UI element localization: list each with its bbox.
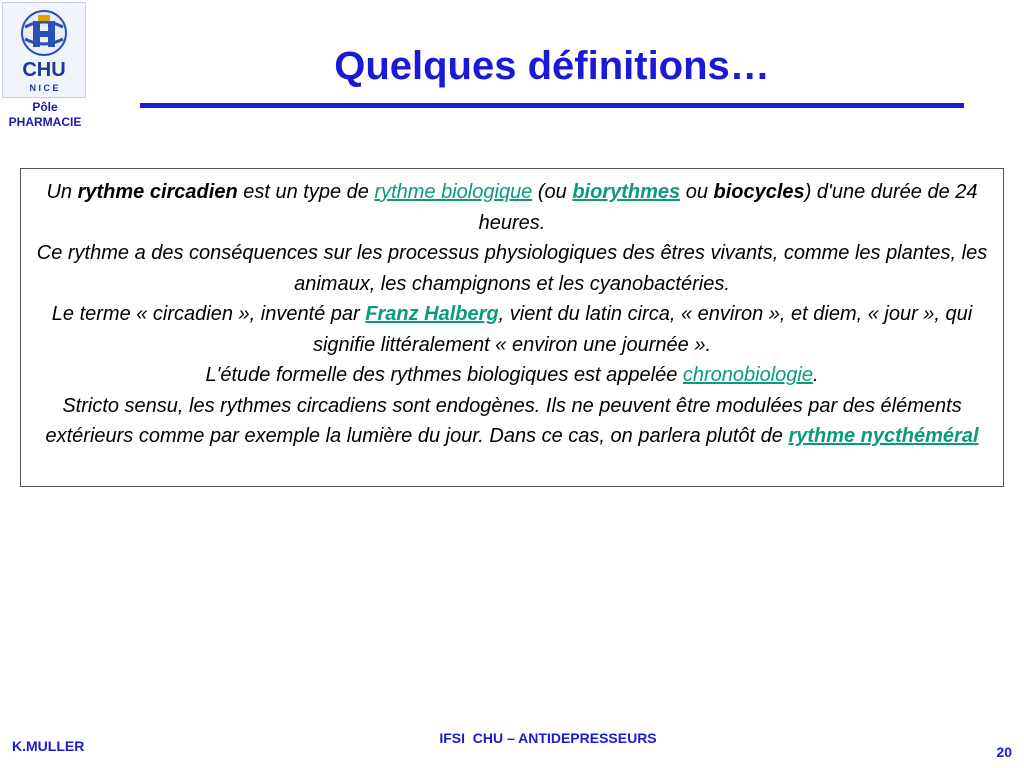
definition-paragraph-5 [27,391,997,452]
link-rythme-nycthemeral[interactable]: rythme nycthéméral [788,425,979,447]
link-franz-halberg[interactable]: Franz Halberg [365,303,499,325]
def-text: (ou [532,181,573,203]
title-underline [140,103,964,108]
chu-nice-logo-icon [3,3,85,97]
def-text: ) d'une durée de 24 heures. [478,181,978,234]
definition-paragraph-2: Ce rythme a des conséquences sur les processus physiologiques des êtres vivants, comme les plantes, les animaux, les champignons et les cyanobactéries. [36,242,988,295]
logo-caption-line1: Pôle [32,100,58,114]
link-biorythmes[interactable]: biorythmes [572,181,681,203]
def-text: ou [680,181,714,203]
def-text: . [813,364,819,386]
def-text: Le terme « circadien », inventé par [51,303,366,325]
logo-brand-bottom: N I C E [29,83,59,93]
link-rythme-biologique[interactable]: rythme biologique [374,181,533,203]
definition-paragraph-3 [27,299,997,360]
link-chronobiologie[interactable]: chronobiologie [682,364,813,386]
def-text: est un type de [237,181,375,203]
def-text: Stricto sensu, les rythmes circadiens sont endogènes. Ils ne peuvent être modulées par des éléments extérieurs comme par exemple la lumière du jour. Dans ce cas, on parlera plutôt de [45,394,962,447]
def-text: L'étude formelle des rythmes biologiques est appelée [205,364,683,386]
slide-title: Quelques définitions… [334,44,770,88]
definition-paragraph-4 [27,360,997,391]
term-biocycles: biocycles [713,181,805,203]
def-text: , vient du latin circa, « environ », et diem, « jour », qui signifie littéralement « environ une journée ». [312,303,973,356]
footer-course: IFSI CHU – ANTIDEPRESSEURS [439,730,657,746]
logo-caption-line2: PHARMACIE [8,115,82,129]
page-number: 20 [996,744,1012,760]
logo-caption [0,100,90,130]
chu-nice-logo [2,2,86,98]
term-rythme-circadien: rythme circadien [77,181,238,203]
definition-paragraph-1 [27,177,997,238]
logo-brand-top: CHU [22,59,66,81]
definition-box [20,168,1004,487]
def-text: Un [46,181,78,203]
footer-author: K.MULLER [12,738,85,754]
